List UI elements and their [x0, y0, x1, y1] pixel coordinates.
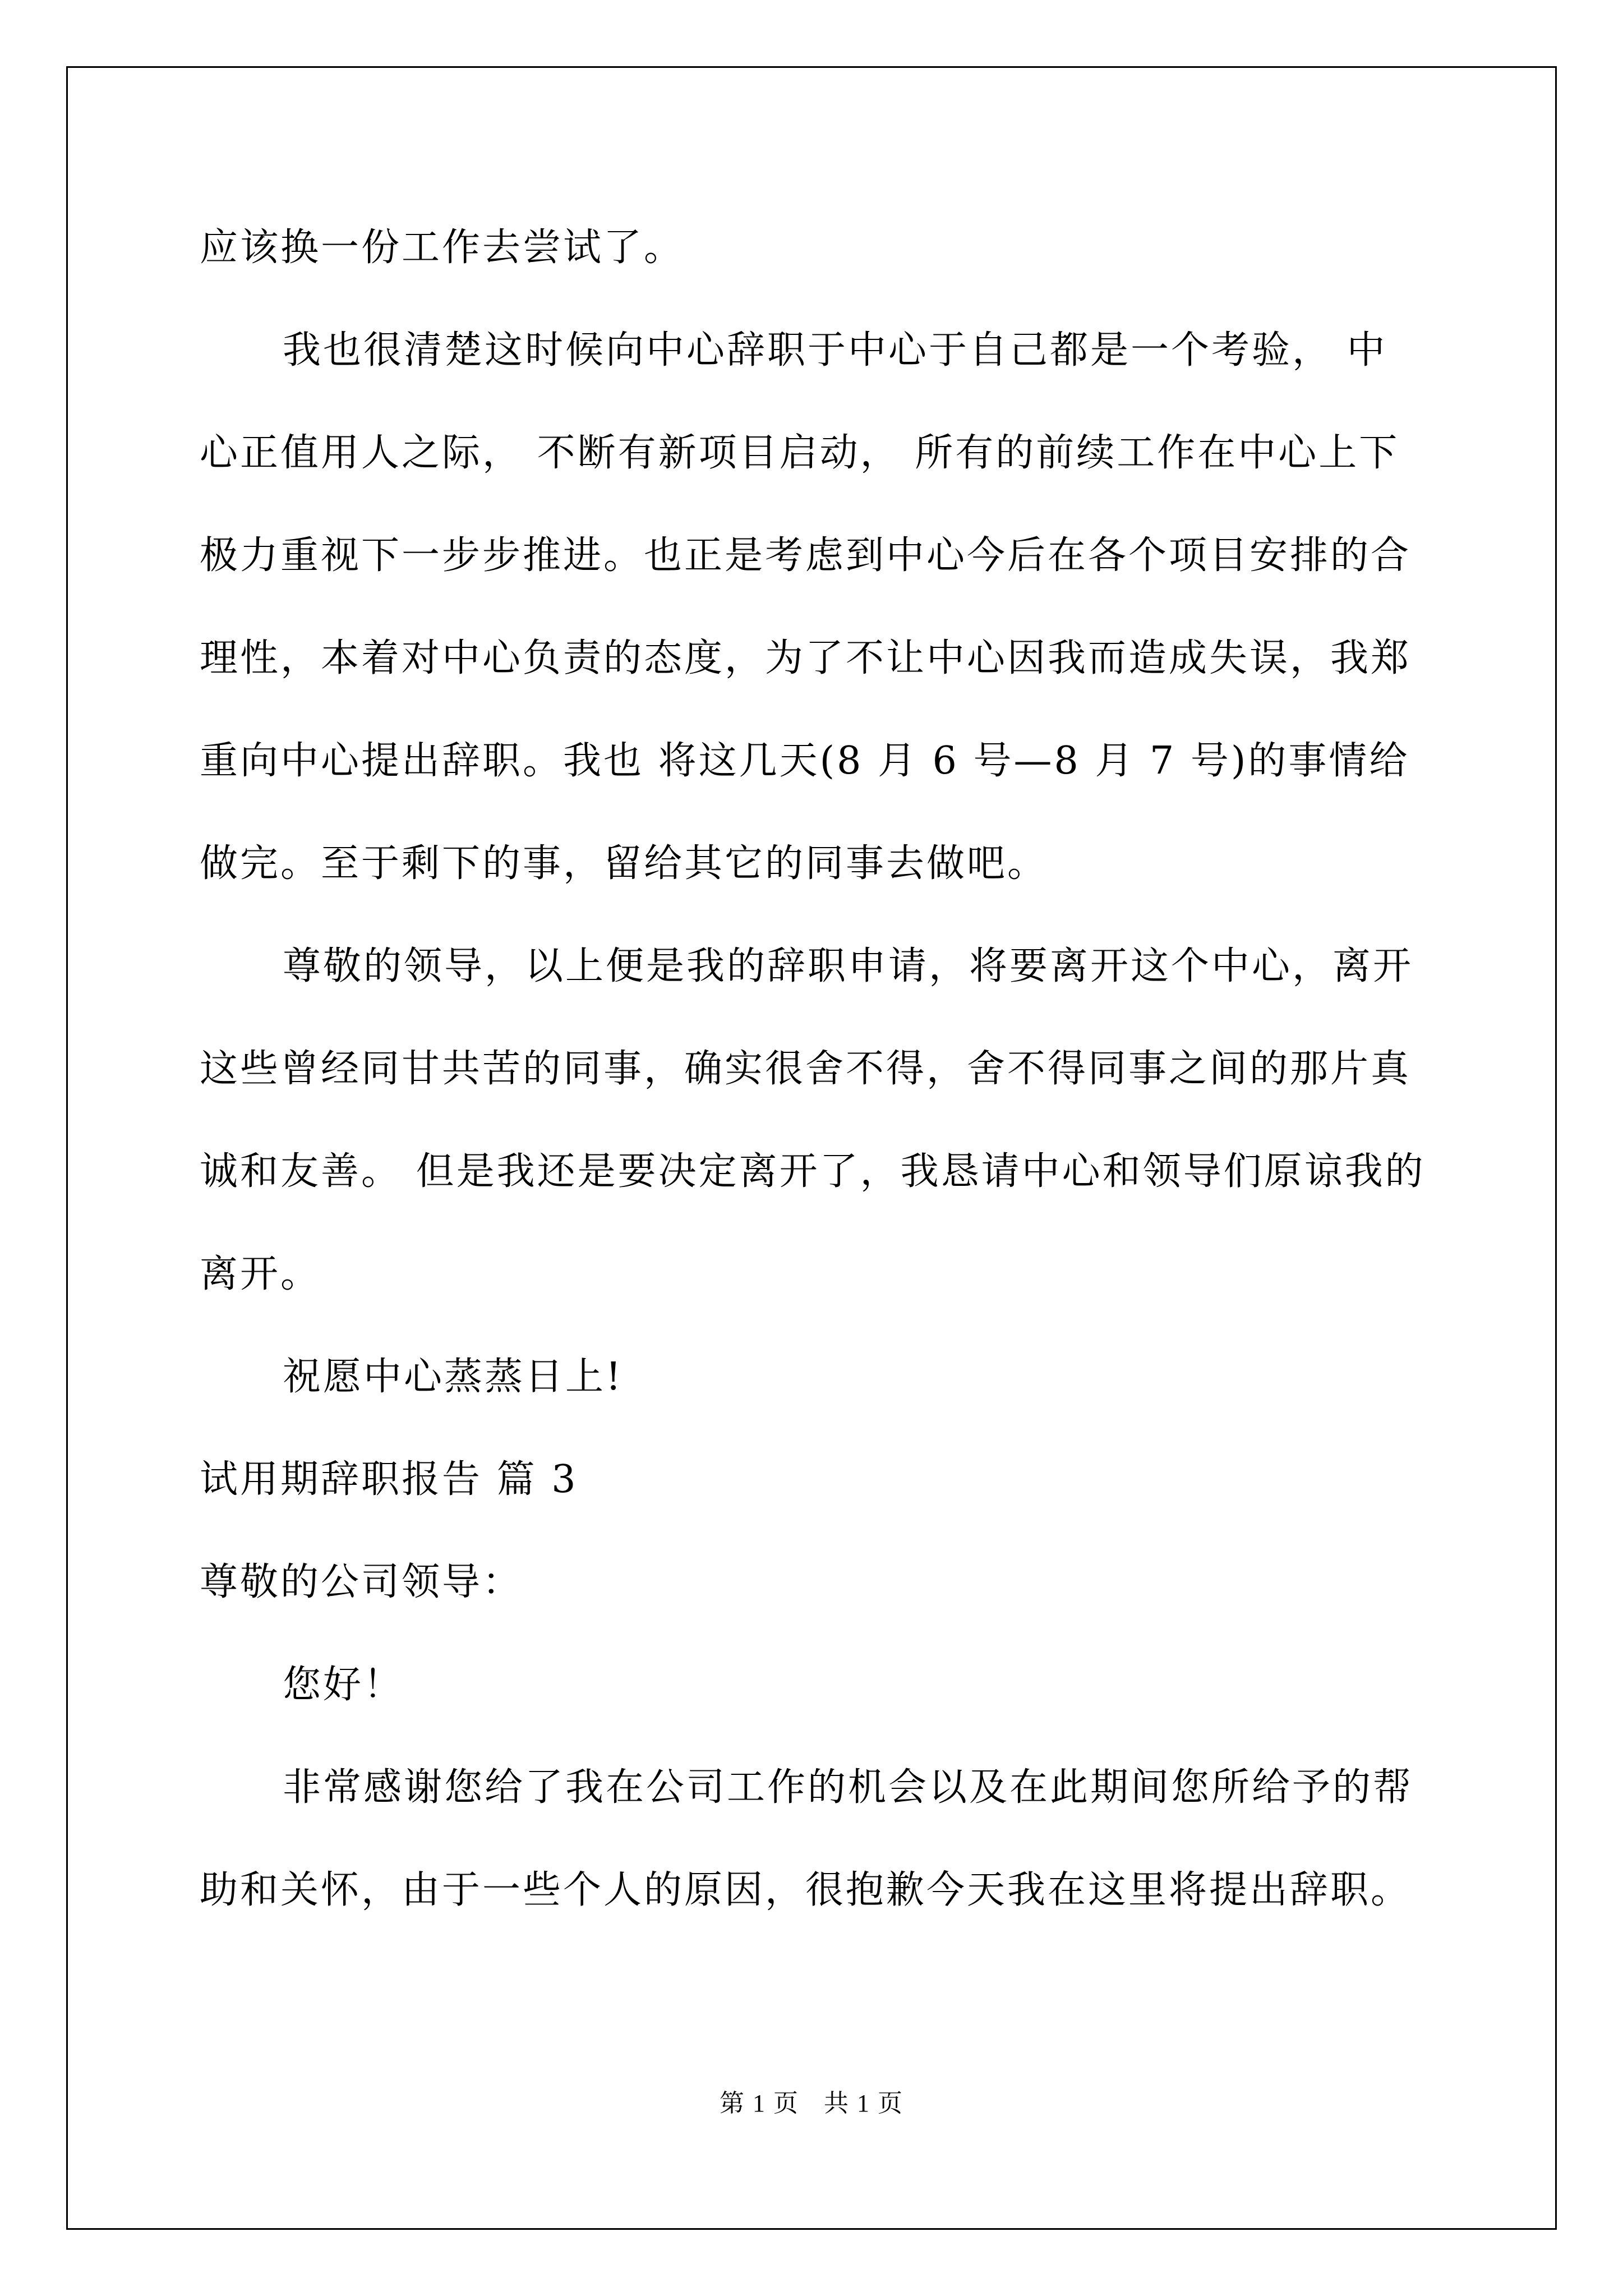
paragraph-line: 非常感谢您给了我在公司工作的机会以及在此期间您所给予的帮	[283, 1765, 1414, 1810]
paragraph-line: 尊敬的领导，以上便是我的辞职申请，将要离开这个中心，离开	[283, 944, 1414, 988]
text-line: 助和关怀，由于一些个人的原因，很抱歉今天我在这里将提出辞职。	[200, 1868, 1412, 1912]
page-total: 共 1 页	[824, 2090, 903, 2117]
text-line: 做完。至于剩下的事，留给其它的同事去做吧。	[200, 841, 1048, 886]
text-line: 这些曾经同甘共苦的同事，确实很舍不得，舍不得同事之间的那片真	[200, 1047, 1412, 1091]
section-heading: 试用期辞职报告 篇 3	[200, 1457, 578, 1502]
text-line: 极力重视下一步步推进。也正是考虑到中心今后在各个项目安排的合	[200, 533, 1412, 578]
text-line: 重向中心提出辞职。我也 将这几天(8 月 6 号—8 月 7 号)的事情给	[200, 739, 1410, 783]
text-line: 离开。	[200, 1252, 321, 1296]
page-number: 第 1 页	[720, 2090, 799, 2117]
paragraph-line: 我也很清楚这时候向中心辞职于中心于自己都是一个考验， 中	[283, 328, 1387, 372]
text-line: 诚和友善。 但是我还是要决定离开了，我恳请中心和领导们原谅我的	[200, 1149, 1426, 1194]
closing-wish: 祝愿中心蒸蒸日上!	[283, 1355, 624, 1399]
salutation: 尊敬的公司领导：	[200, 1560, 523, 1604]
page-footer	[0, 2083, 1623, 2119]
text-line: 理性，本着对中心负责的态度，为了不让中心因我而造成失误，我郑	[200, 636, 1412, 680]
text-line: 心正值用人之际， 不断有新项目启动， 所有的前续工作在中心上下	[200, 431, 1400, 475]
greeting: 您好！	[283, 1663, 404, 1707]
text-line: 应该换一份工作去尝试了。	[200, 226, 685, 270]
document-body	[200, 196, 1439, 1941]
